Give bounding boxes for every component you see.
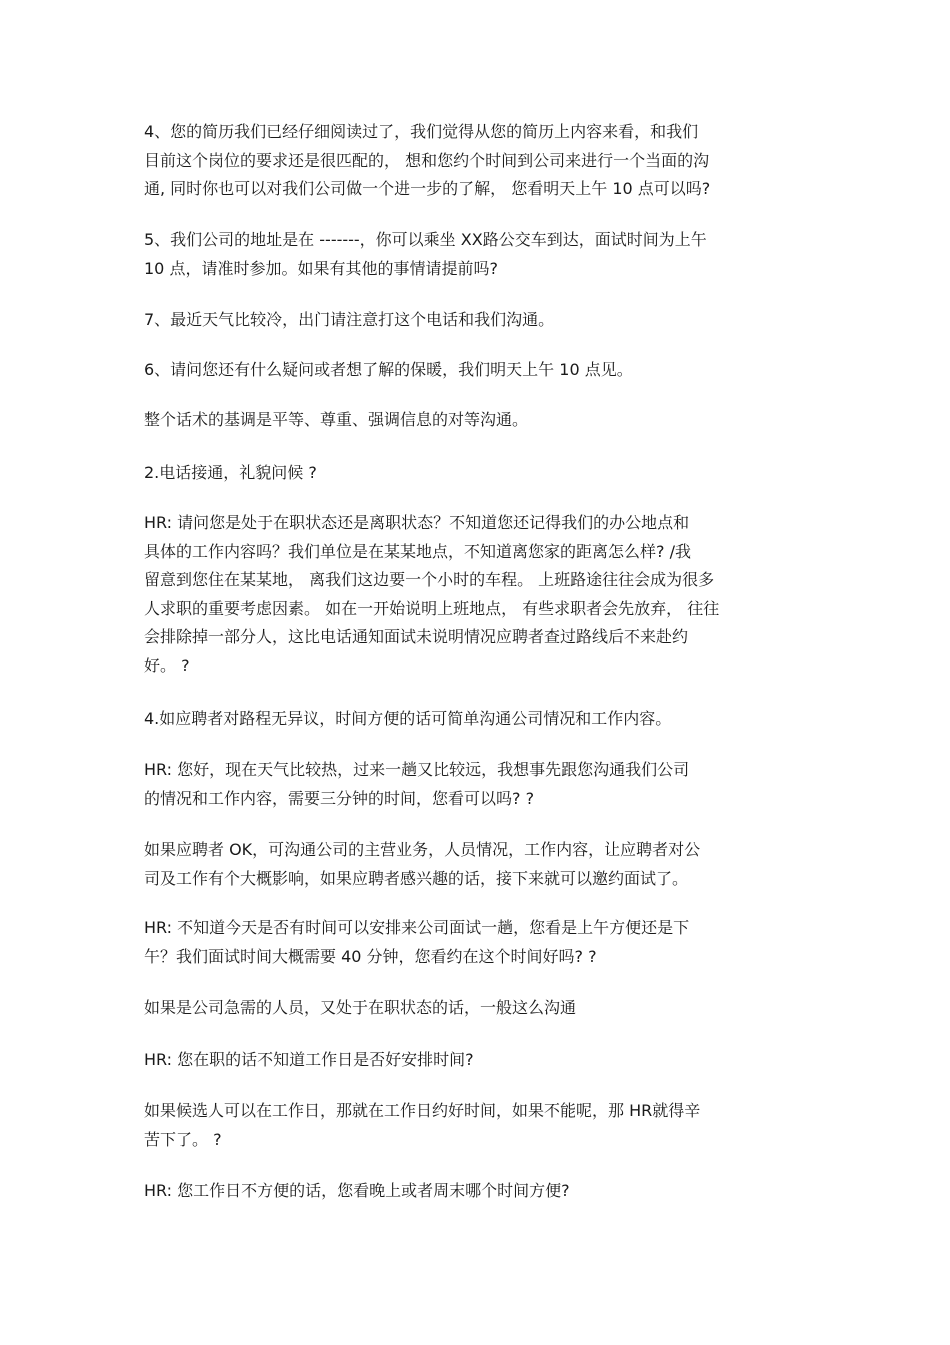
paragraph-tone-summary — [144, 406, 528, 435]
text-line: 具体的工作内容吗？我们单位是在某某地点，不知道离您家的距离怎么样? /我 — [144, 541, 691, 561]
text-line: 如果应聘者 OK，可沟通公司的主营业务，人员情况，工作内容，让应聘者对公 — [144, 840, 701, 859]
text-line: 苦下了。 ? — [144, 1129, 222, 1149]
text-line: 整个话术的基调是平等、尊重、强调信息的对等沟通。 — [144, 410, 529, 429]
text-line: 如果是公司急需的人员，又处于在职状态的话，一般这么沟通 — [144, 998, 577, 1017]
text-line: HR: 您在职的话不知道工作日是否好安排时间? — [144, 1050, 474, 1069]
text-line: HR: 您工作日不方便的话，您看晚上或者周末哪个时间方便? — [144, 1181, 570, 1200]
paragraph-hr-greeting — [144, 756, 689, 813]
paragraph-company-address — [144, 226, 707, 283]
text-line: 目前这个岗位的要求还是很匹配的， 想和您约个时间到公司来进行一个当面的沟 — [144, 150, 710, 170]
text-line: 会排除掉一部分人，这比电话通知面试未说明情况应聘者查过路线后不来赴约 — [144, 627, 689, 646]
text-line: 如果候选人可以在工作日，那就在工作日约好时间，如果不能呢，那 HR就得辛 — [144, 1101, 701, 1120]
text-line: 10 点，请准时参加。如果有其他的事情请提前吗? — [144, 258, 498, 278]
text-line: 5、我们公司的地址是在 -------，你可以乘坐 XX路公交车到达，面试时间为上午 — [144, 230, 707, 249]
paragraph-hr-workday — [144, 1046, 474, 1075]
text-line: 好。 ? — [144, 655, 190, 675]
paragraph-candidate-workday — [144, 1097, 700, 1154]
paragraph-questions — [144, 356, 633, 385]
paragraph-hr-employment-status — [144, 509, 719, 680]
paragraph-hr-evening-weekend — [144, 1177, 570, 1206]
text-line: 午？我们面试时间大概需要 40 分钟，您看约在这个时间好吗? ? — [144, 946, 597, 966]
paragraph-urgent-hire — [144, 994, 576, 1023]
paragraph-weather-reminder — [144, 306, 554, 335]
text-line: 人求职的重要考虑因素。 如在一开始说明上班地点， 有些求职者会先放弃， 往往 — [144, 598, 720, 618]
section-heading-phone-greeting — [144, 459, 317, 488]
text-line: 4.如应聘者对路程无异议，时间方便的话可简单沟通公司情况和工作内容。 — [144, 709, 672, 728]
text-line: 6、请问您还有什么疑问或者想了解的保暖，我们明天上午 10 点见。 — [144, 360, 633, 379]
text-line: 通, 同时你也可以对我们公司做一个进一步的了解， 您看明天上午 10 点可以吗? — [144, 179, 711, 198]
text-line: 的情况和工作内容，需要三分钟的时间，您看可以吗? ? — [144, 788, 535, 808]
text-line: HR: 不知道今天是否有时间可以安排来公司面试一趟，您看是上午方便还是下 — [144, 918, 690, 937]
text-line: 司及工作有个大概影响，如果应聘者感兴趣的话，接下来就可以邀约面试了。 — [144, 868, 689, 888]
text-line: 7、最近天气比较冷，出门请注意打这个电话和我们沟通。 — [144, 310, 555, 329]
paragraph-interview-invite — [144, 118, 710, 204]
paragraph-candidate-ok — [144, 836, 700, 893]
text-line: 2.电话接通，礼貌问候 ? — [144, 463, 317, 482]
text-line: HR: 请问您是处于在职状态还是离职状态？不知道您还记得我们的办公地点和 — [144, 513, 690, 532]
section-heading-company-intro — [144, 705, 671, 734]
text-line: 留意到您住在某某地， 离我们这边要一个小时的车程。 上班路途往往会成为很多 — [144, 570, 715, 589]
text-line: HR: 您好，现在天气比较热，过来一趟又比较远，我想事先跟您沟通我们公司 — [144, 760, 690, 779]
text-line: 4、您的简历我们已经仔细阅读过了，我们觉得从您的简历上内容来看，和我们 — [144, 122, 699, 141]
paragraph-hr-schedule-interview — [144, 914, 689, 971]
